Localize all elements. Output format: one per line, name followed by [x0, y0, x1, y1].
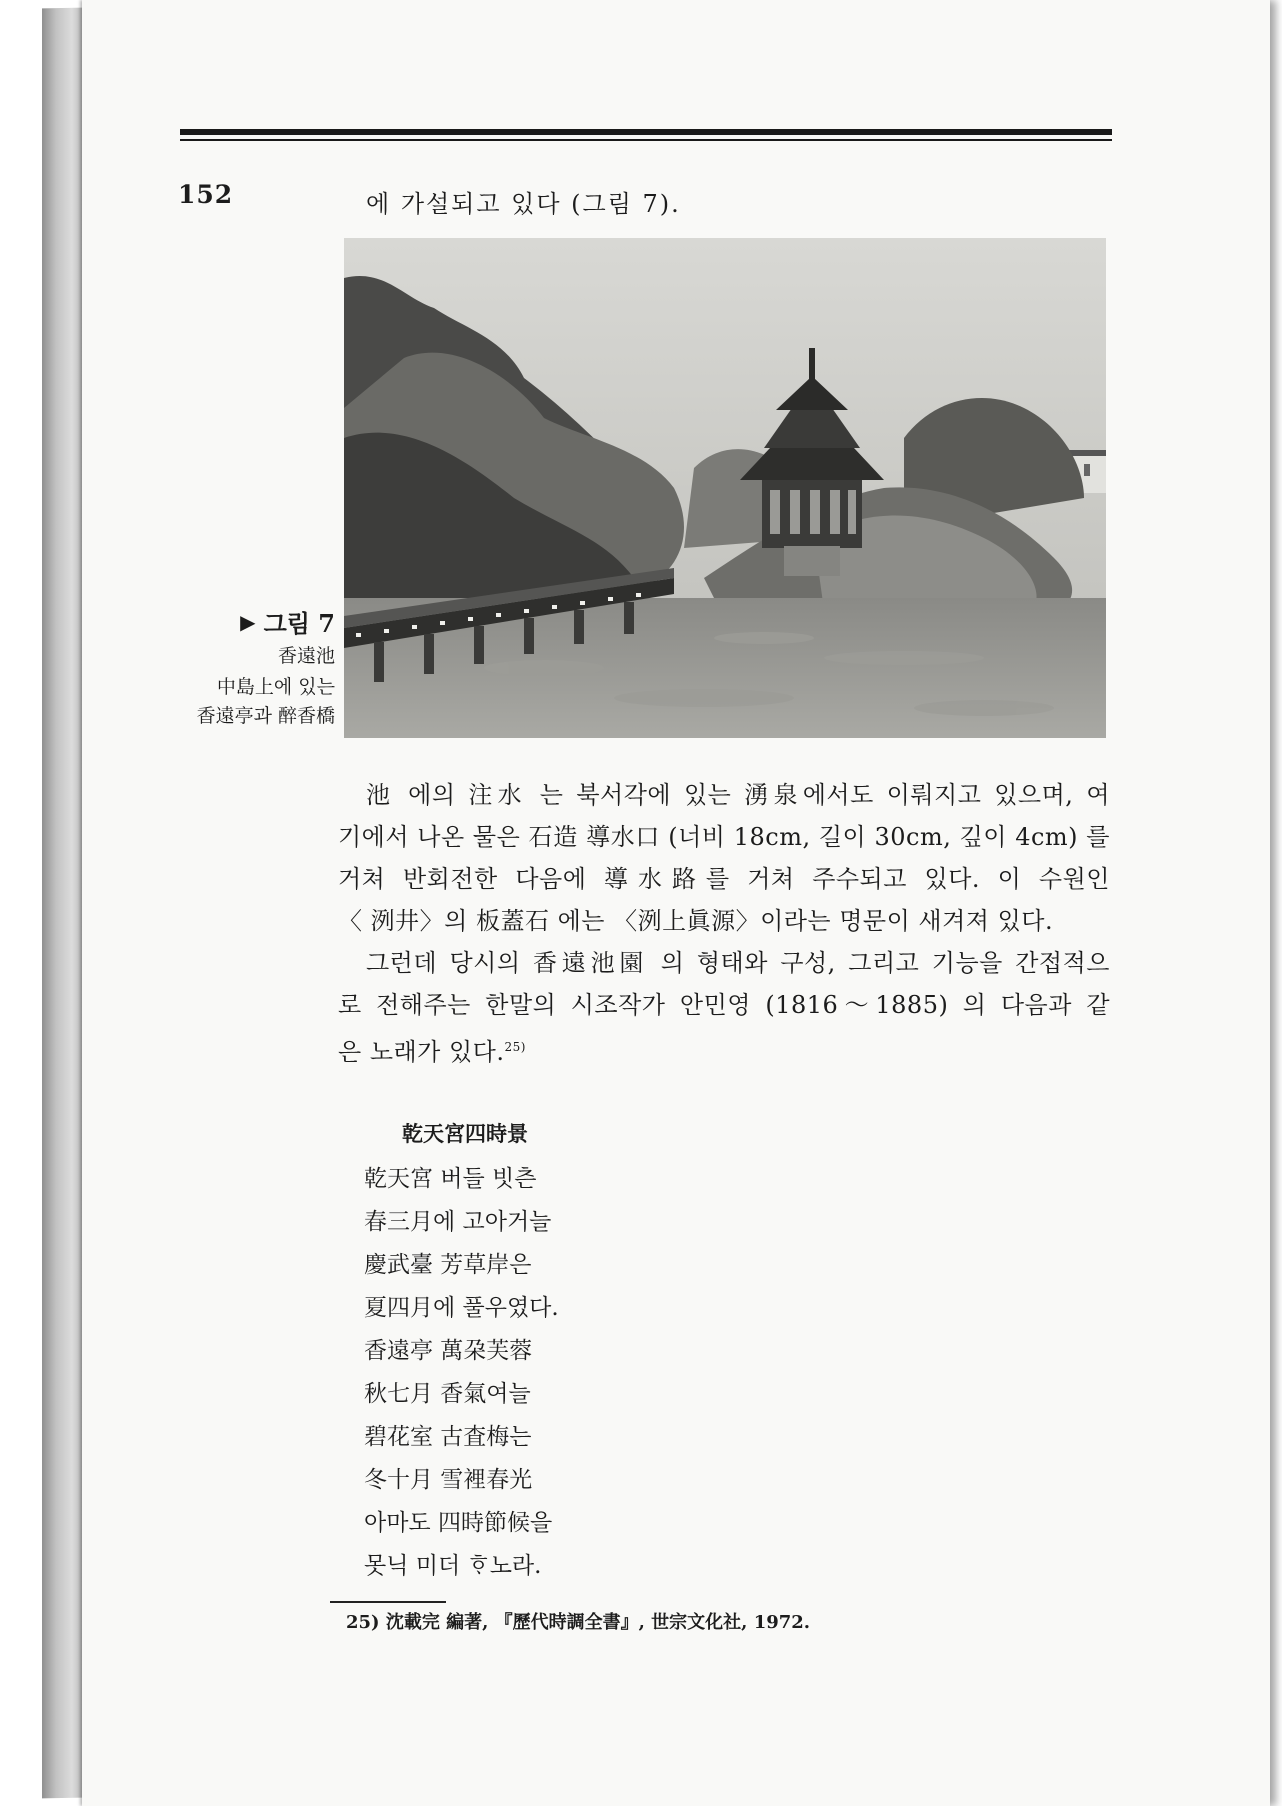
triangle-marker-icon: ▶	[240, 609, 256, 634]
paragraph-line: 기에서 나온 물은 石造 導水口 (너비 18cm, 길이 30cm, 깊이 4cm) 를	[338, 823, 1110, 851]
figure-caption-line: 中島上에 있는	[216, 676, 335, 698]
poem-line: 香遠亭 萬朶芙蓉	[364, 1338, 533, 1364]
book-edge	[42, 8, 82, 1799]
footnote: 25) 沈載完 編著, 『歷代時調全書』, 世宗文化社, 1972.	[346, 1612, 811, 1633]
poem-line: 慶武臺 芳草岸은	[364, 1252, 532, 1278]
poem-line: 冬十月 雪裡春光	[364, 1467, 533, 1493]
page-number: 152	[178, 180, 234, 209]
paragraph-last-line	[338, 1026, 1110, 1073]
poem-line: 春三月에 고아거늘	[364, 1209, 552, 1235]
footnote-reference: 25)	[504, 1040, 526, 1054]
poem-title: 乾天宮四時景	[402, 1121, 528, 1146]
poem-line: 아마도 四時節候을	[364, 1510, 553, 1536]
continuation-line: 에 가설되고 있다 (그림 7).	[366, 190, 681, 218]
poem-line: 秋七月 香氣여늘	[364, 1381, 531, 1407]
poem-line: 못닉 미더 ᄒᆞ노라.	[364, 1553, 542, 1579]
figure-photo	[344, 238, 1106, 738]
footnote-rule	[330, 1601, 446, 1603]
paragraph-line: 池 에의 注水 는 북서각에 있는 湧泉에서도 이뤄지고 있으며, 여	[366, 781, 1110, 809]
paragraph-line: 로 전해주는 한말의 시조작가 안민영 (1816～1885) 의 다음과 같	[338, 991, 1110, 1019]
paragraph-line: 거쳐 반회전한 다음에 導水路를 거쳐 주수되고 있다. 이 수원인	[338, 865, 1110, 893]
paragraph-line: 그런데 당시의 香遠池園 의 형태와 구성, 그리고 기능을 간접적으	[366, 949, 1110, 977]
figure-label	[240, 604, 335, 639]
figure-caption-line: 香遠池	[277, 645, 335, 667]
pavilion-photo-image	[344, 238, 1106, 738]
header-rule-thick	[180, 129, 1112, 135]
figure-caption-line: 香遠亭과 醉香橋	[196, 705, 335, 727]
poem-line: 碧花室 古査梅는	[364, 1424, 532, 1450]
poem-line: 乾天宮 버들 빗츤	[364, 1166, 537, 1192]
paragraph-line-text: 은 노래가 있다.	[338, 1038, 505, 1066]
paragraph-line: 〈 洌井〉의 板蓋石 에는 〈洌上眞源〉이라는 명문이 새겨져 있다.	[338, 907, 1054, 935]
poem-line: 夏四月에 풀우였다.	[364, 1295, 559, 1321]
header-rule-thin	[180, 139, 1112, 141]
figure-label-text: 그림 7	[263, 609, 335, 638]
